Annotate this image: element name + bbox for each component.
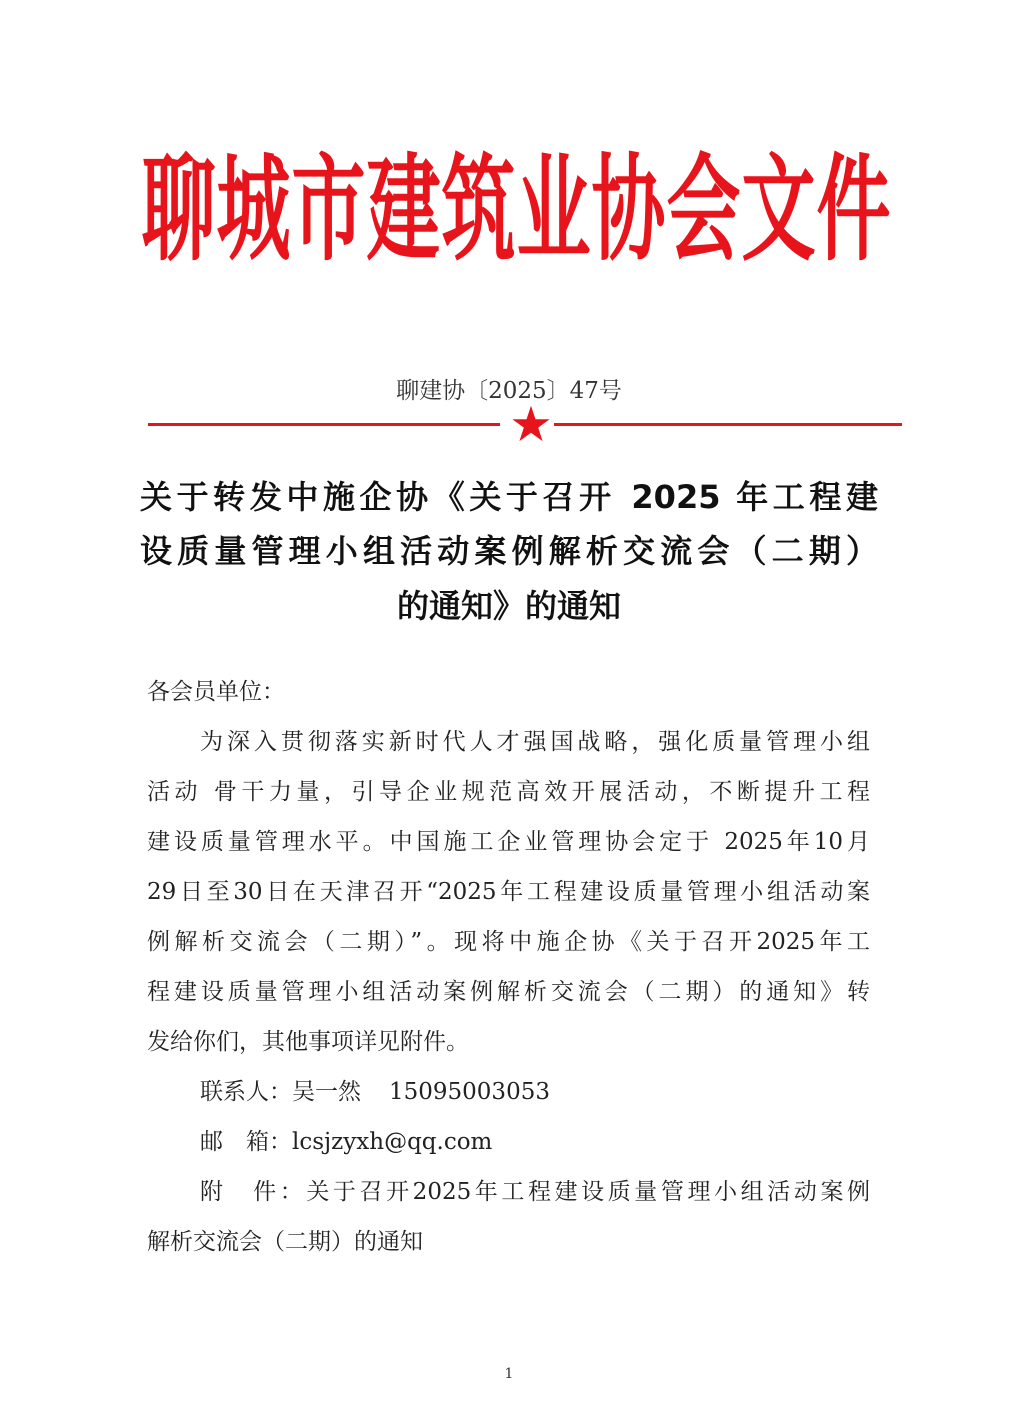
paragraph-line: 活动 骨干力量，引导企业规范高效开展活动，不断提升工程: [147, 779, 870, 805]
contact-phone: 15095003053: [389, 1079, 550, 1105]
red-divider-left: [148, 423, 500, 426]
document-number: 聊建协〔2025〕47号: [396, 378, 622, 404]
paragraph-line: 为深入贯彻落实新时代人才强国战略，强化质量管理小组: [200, 729, 870, 755]
contact-line: [200, 1077, 870, 1107]
email-value: lcsjzyxh@qq.com: [292, 1129, 493, 1155]
paragraph-line: 例解析交流会（二期）”。现将中施企协《关于召开2025年工: [147, 929, 870, 955]
paragraph-line: 29日至30日在天津召开“2025年工程建设质量管理小组活动案: [147, 879, 870, 905]
attachment-line: [200, 1177, 870, 1207]
contact-name: 吴一然: [292, 1079, 361, 1105]
contact-label: 联系人：: [200, 1079, 292, 1105]
attachment-title: 关于召开2025年工程建设质量管理小组活动案例: [306, 1179, 870, 1205]
star-icon: [512, 405, 550, 443]
red-divider-right: [554, 423, 902, 426]
paragraph-line: 建设质量管理水平。中国施工企业管理协会定于 2025年10月: [147, 829, 870, 855]
organization-title: 聊城市建筑业协会文件: [141, 143, 892, 277]
heading-line-2: 设质量管理小组活动案例解析交流会（二期）: [140, 532, 878, 570]
attachment-title-continued: 解析交流会（二期）的通知: [147, 1229, 423, 1255]
page-number: 1: [504, 1366, 514, 1382]
paragraph-line: 发给你们，其他事项详见附件。: [147, 1029, 469, 1055]
paragraph-line: 程建设质量管理小组活动案例解析交流会（二期）的通知》转: [147, 979, 870, 1005]
email-line: [200, 1127, 870, 1157]
heading-line-3: 的通知》的通知: [396, 587, 621, 625]
heading-line-1: 关于转发中施企协《关于召开 2025 年工程建: [140, 478, 878, 516]
attachment-label: 附 件：: [200, 1179, 307, 1205]
salutation: 各会员单位：: [147, 679, 285, 705]
email-label: 邮 箱：: [200, 1129, 292, 1155]
